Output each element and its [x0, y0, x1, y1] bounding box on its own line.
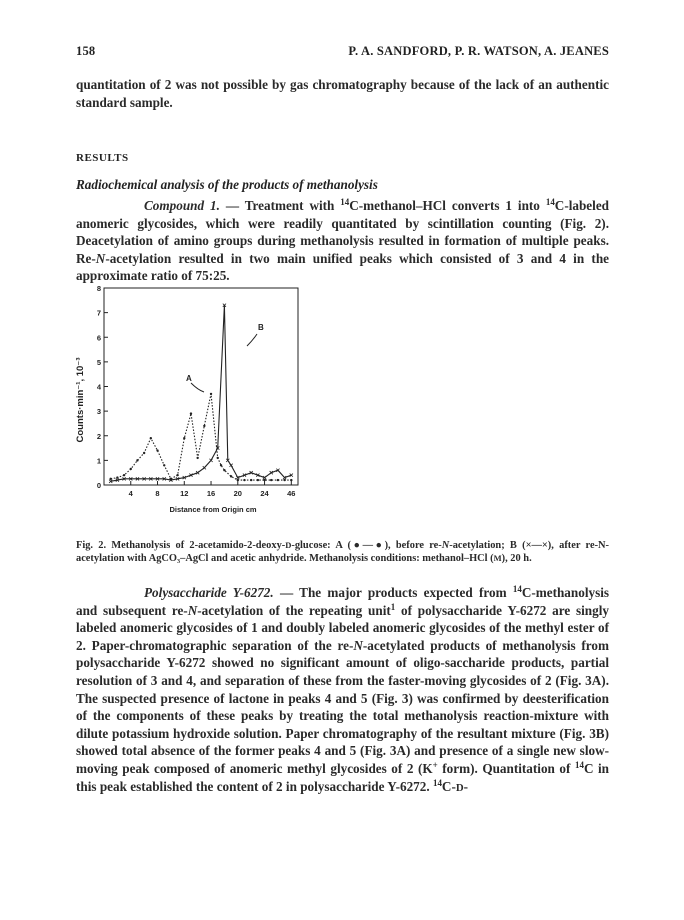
polysaccharide-paragraph: Polysaccharide Y-6272. — The major products expected from $^{14}$C-methanolysis and subsequent re-N-acetylation of the repeating unit$^1$ of polysaccharide Y-6272 are singly labeled anomeric glycosides of 1 and doubly labeled anomeric glycosides of the methyl ester of 2. Paper-chromatographic separation of the re-N-acetylated products of methanolysis from polysaccharide Y-6272 showed no significant amount of oligo-saccharide products, partial resolution of 3 and 4, and separation of these from the faster-moving glycosides of 2 (Fig. 3A). The suspected presence of lactone in peaks 4 and 5 (Fig. 3) was confirmed by deesterification of the components of these peaks by treating the total methanolysis reaction-mixture with dilute potassium hydroxide solution. Paper chromatography of the resultant mixture (Fig. 3B) showed total absence of the former peaks 4 and 5 (Fig. 3A) and presence of a single new slow-moving peak composed of anomeric methyl glycosides of 2 (K+ form). Quantitation of $^{14}$C in this peak established the content of 2 in polysaccharide Y-6272. $^{14}$C-D- — [76, 584, 610, 794]
series-a-point — [203, 425, 205, 427]
series-a-point — [217, 457, 219, 459]
y-tick-label: 7 — [96, 308, 101, 318]
series-a-point — [183, 437, 185, 439]
figure-caption: Fig. 2. Methanolysis of 2-acetamido-2-deoxy-D-glucose: A (●—●), before re-N-acetylation; B (×—×), after re-N-acetylation with AgCO₃–AgCl and acetic anhydride. Methanolysis conditions: methanol–HCl (M), 20 h. — [76, 540, 610, 564]
arrow-a — [191, 383, 204, 392]
y-axis-label: Counts·min⁻¹, 10⁻³ — [75, 357, 86, 443]
y-tick-label: 5 — [96, 357, 101, 367]
y-tick-label: 0 — [96, 481, 101, 490]
x-tick-label: 16 — [206, 489, 216, 498]
series-a-point — [156, 449, 158, 451]
series-a-point — [190, 412, 192, 414]
series-a-point — [243, 479, 245, 481]
plot-frame — [104, 288, 298, 485]
reference-mark: 1 — [390, 601, 396, 612]
series-a-point — [220, 464, 222, 466]
x-tick-label: 8 — [155, 489, 160, 498]
series-a-point — [150, 437, 152, 439]
x-axis-ticks — [129, 481, 296, 498]
series-a-point — [163, 464, 165, 466]
running-header — [76, 44, 609, 60]
series-a-line — [111, 394, 292, 480]
series-a-point — [283, 479, 285, 481]
figure-2-chart — [70, 282, 320, 522]
series-a-point — [143, 452, 145, 454]
arrow-b — [247, 334, 257, 346]
series-a-point — [109, 478, 111, 480]
subsection-heading: Radiochemical analysis of the products of methanolysis — [76, 177, 378, 192]
x-tick-label: 24 — [260, 489, 269, 498]
y-tick-label: 3 — [96, 407, 101, 417]
compound-lead: Compound 1. — [144, 198, 220, 213]
x-axis-label: Distance from Origin cm — [169, 505, 257, 514]
series-a-point — [176, 474, 178, 476]
y-tick-label: 2 — [96, 431, 101, 441]
series-a-point — [223, 469, 225, 471]
series-a-point — [257, 479, 259, 481]
series-a-point — [237, 479, 239, 481]
y-axis-ticks — [97, 284, 108, 490]
series-a-point — [270, 479, 272, 481]
x-tick-label: 12 — [180, 489, 189, 498]
x-tick-label: 46 — [287, 489, 296, 498]
y-tick-label: 6 — [96, 333, 101, 343]
series-a-point — [116, 476, 118, 478]
series-a-point — [136, 459, 138, 461]
peak-label-a: A — [186, 374, 192, 383]
page-number: 158 — [76, 44, 96, 58]
series-b-line — [111, 305, 292, 481]
polysaccharide-lead: Polysaccharide Y-6272. — [144, 585, 274, 600]
compound-paragraph: Compound 1. — Treatment with $^{14}$C-methanol–HCl converts 1 into $^{14}$C-labeled anomeric glycosides, which were readily quantitated by scintillation counting (Fig. 2). Deacetylation of amino groups during methanolysis resulted in formation of multiple peaks. Re-N-acetylation resulted in two main unified peaks which consisted of 3 and 4 in the approximate ratio of 75:25. — [76, 197, 610, 284]
results-heading: RESULTS — [76, 152, 129, 164]
caption-fig-number: Fig. 2. — [76, 540, 107, 551]
chart-frame — [104, 288, 298, 485]
peak-label-b: B — [258, 323, 264, 332]
series-a-point — [196, 457, 198, 459]
x-tick-label: 20 — [233, 489, 242, 498]
series-a-point — [263, 479, 265, 481]
series-a-point — [230, 475, 232, 477]
series-a-point — [123, 474, 125, 476]
y-tick-label: 8 — [96, 284, 101, 293]
running-authors: P. A. SANDFORD, P. R. WATSON, A. JEANES — [348, 44, 609, 58]
series-a-point — [290, 479, 292, 481]
series-b-point — [203, 466, 206, 469]
x-tick-label: 4 — [128, 489, 133, 498]
chart-series — [109, 304, 293, 483]
series-a-point — [277, 479, 279, 481]
y-tick-label: 4 — [96, 382, 101, 392]
series-a-point — [210, 393, 212, 395]
y-tick-label: 1 — [96, 456, 101, 466]
series-a-point — [130, 468, 132, 470]
series-a-point — [250, 479, 252, 481]
intro-paragraph: quantitation of 2 was not possible by gas chromatography because of the lack of an authentic standard sample. — [76, 77, 609, 110]
